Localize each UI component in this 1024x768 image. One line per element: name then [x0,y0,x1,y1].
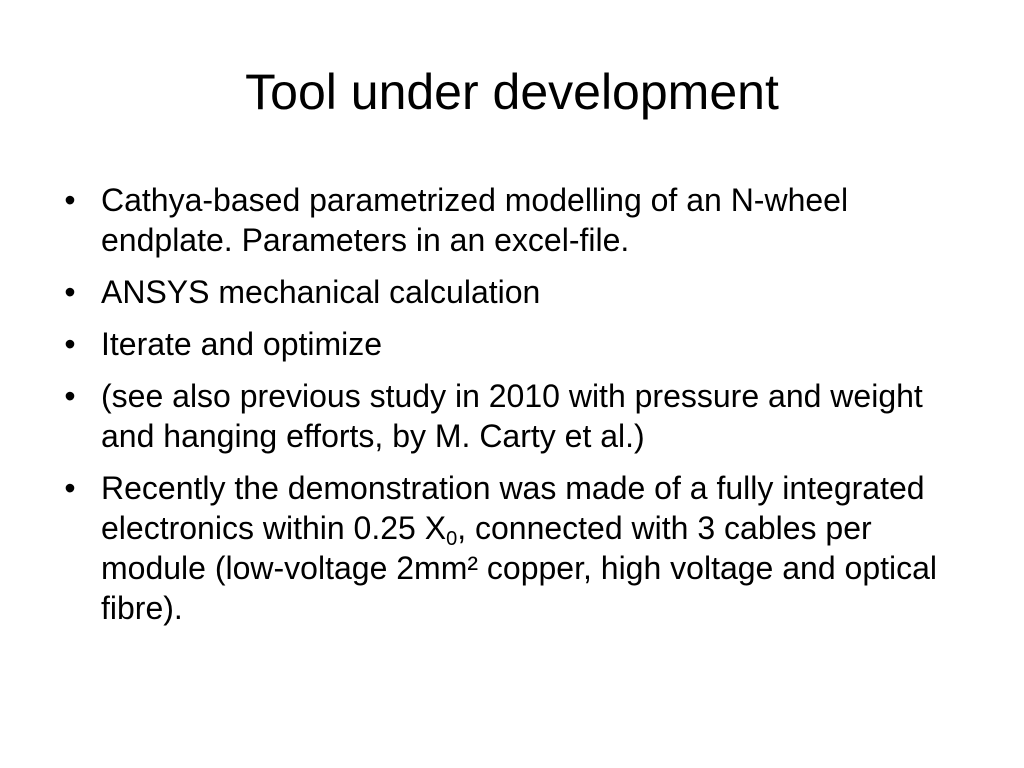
bullet-item-demonstration [60,468,940,628]
slide-title: Tool under development [245,64,779,120]
bullet-dot-icon: • [64,378,76,414]
bullet-dot-icon: • [64,182,76,218]
bullet-list [60,180,940,640]
bullet-text: ANSYS mechanical calculation [101,274,541,310]
bullet-text-after-subscript: , connected with 3 cables per module (low-voltage 2mm² copper, high voltage and optical fibre). [101,510,938,626]
bullet-text: Iterate and optimize [101,326,383,362]
bullet-text-before-subscript: Recently the demonstration was made of a fully integrated electronics within 0.25 X [101,470,925,546]
bullet-text: Cathya-based parametrized modelling of an N-wheel endplate. Parameters in an excel-file. [101,182,849,258]
bullet-text: (see also previous study in 2010 with pressure and weight and hanging efforts, by M. Carty et al.) [101,378,923,454]
bullet-item-modelling [60,180,940,260]
bullet-dot-icon: • [64,470,76,506]
bullet-dot-icon: • [64,326,76,362]
bullet-item-ansys [60,272,940,312]
bullet-text [101,470,937,626]
radiation-length-subscript: 0 [446,528,458,550]
bullet-item-iterate [60,324,940,364]
bullet-item-previous-study [60,376,940,456]
bullet-dot-icon: • [64,274,76,310]
